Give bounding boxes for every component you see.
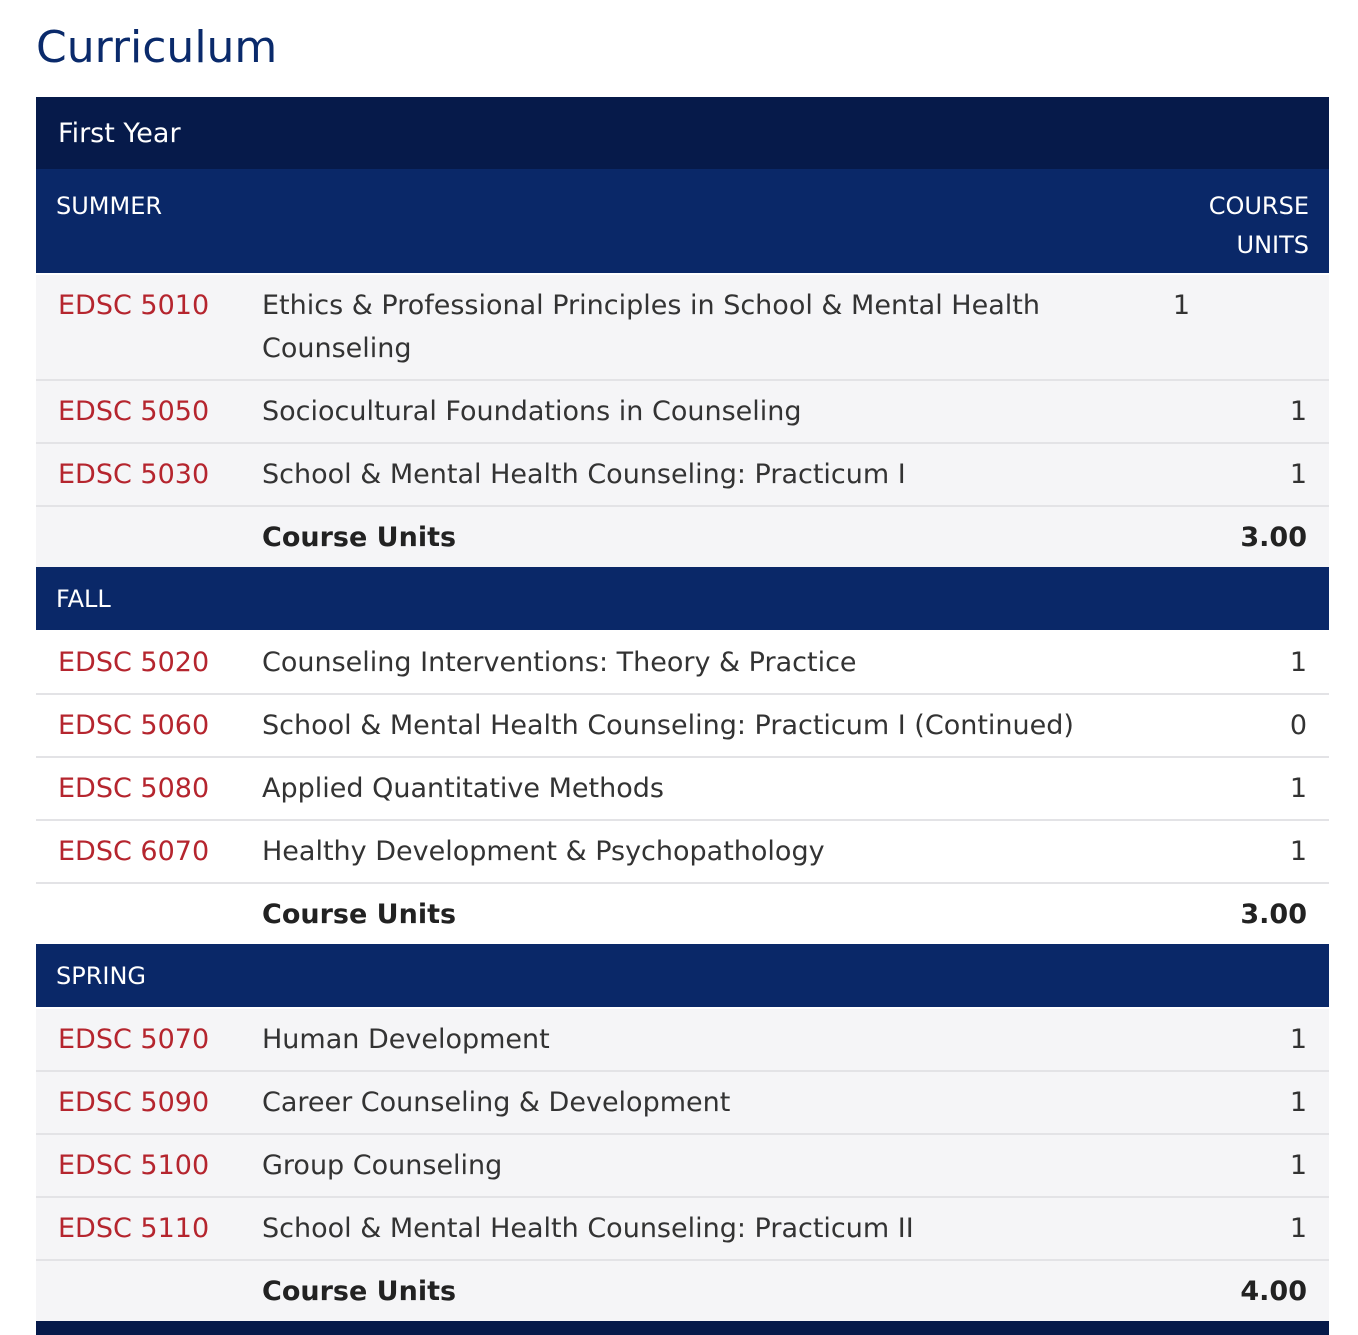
course-units: 1	[1289, 459, 1307, 490]
course-code-link[interactable]: EDSC 5050	[58, 396, 210, 427]
next-year-header-edge	[36, 1321, 1329, 1335]
course-code-link[interactable]: EDSC 5080	[58, 773, 210, 804]
course-title: Human Development	[262, 1024, 550, 1055]
term-header-fall	[36, 567, 1329, 632]
units-column-header: COURSE UNITS	[1208, 192, 1309, 259]
course-units: 1	[1289, 1213, 1307, 1244]
course-units: 1	[1289, 773, 1307, 804]
table-row	[36, 1009, 1329, 1072]
curriculum-table	[36, 97, 1329, 1335]
course-title: Applied Quantitative Methods	[262, 773, 664, 804]
total-value: 3.00	[1240, 521, 1307, 553]
course-units: 1	[1289, 647, 1307, 678]
course-code-link[interactable]: EDSC 5090	[58, 1087, 210, 1118]
table-row	[36, 1135, 1329, 1198]
total-value: 3.00	[1240, 898, 1307, 930]
term-name: FALL	[56, 584, 111, 613]
course-units: 1	[1289, 396, 1307, 427]
course-title: Sociocultural Foundations in Counseling	[262, 396, 802, 427]
course-code-link[interactable]: EDSC 5010	[58, 290, 210, 321]
table-row	[36, 695, 1329, 758]
course-title: Ethics & Professional Principles in School & Mental Health Counseling	[262, 290, 1040, 364]
table-row	[36, 381, 1329, 444]
table-row	[36, 275, 1329, 381]
course-code-link[interactable]: EDSC 5060	[58, 710, 210, 741]
total-label: Course Units	[262, 1275, 457, 1307]
table-row	[36, 1072, 1329, 1135]
course-title: Counseling Interventions: Theory & Practice	[262, 647, 857, 678]
course-code-link[interactable]: EDSC 5030	[58, 459, 210, 490]
course-units: 1	[1289, 1150, 1307, 1181]
year-header	[36, 97, 1329, 169]
course-units: 1	[1289, 1024, 1307, 1055]
course-units: 0	[1289, 710, 1307, 741]
table-row	[36, 444, 1329, 507]
course-code-link[interactable]: EDSC 5020	[58, 647, 210, 678]
year-label: First Year	[58, 117, 181, 149]
course-title: Healthy Development & Psychopathology	[262, 836, 825, 867]
table-row	[36, 632, 1329, 695]
term-name: SUMMER	[56, 192, 163, 220]
course-code-link[interactable]: EDSC 5100	[58, 1150, 210, 1181]
course-title: School & Mental Health Counseling: Practicum II	[262, 1213, 914, 1244]
term-header-summer	[36, 169, 1329, 275]
course-code-link[interactable]: EDSC 5070	[58, 1024, 210, 1055]
term-total-row	[36, 507, 1329, 567]
total-label: Course Units	[262, 898, 457, 930]
course-title: Career Counseling & Development	[262, 1087, 731, 1118]
course-code-link[interactable]: EDSC 6070	[58, 836, 210, 867]
course-code-link[interactable]: EDSC 5110	[58, 1213, 210, 1244]
course-units: 1	[1172, 290, 1190, 321]
table-row	[36, 821, 1329, 884]
total-value: 4.00	[1240, 1275, 1307, 1307]
course-title: School & Mental Health Counseling: Practicum I (Continued)	[262, 710, 1074, 741]
course-units: 1	[1289, 1087, 1307, 1118]
course-title: Group Counseling	[262, 1150, 503, 1181]
term-total-row	[36, 884, 1329, 944]
course-title: School & Mental Health Counseling: Practicum I	[262, 459, 906, 490]
term-header-spring	[36, 944, 1329, 1009]
table-row	[36, 758, 1329, 821]
table-row	[36, 1198, 1329, 1261]
term-name: SPRING	[56, 961, 147, 990]
page-title: Curriculum	[36, 22, 278, 73]
term-total-row	[36, 1261, 1329, 1321]
total-label: Course Units	[262, 521, 457, 553]
course-units: 1	[1289, 836, 1307, 867]
